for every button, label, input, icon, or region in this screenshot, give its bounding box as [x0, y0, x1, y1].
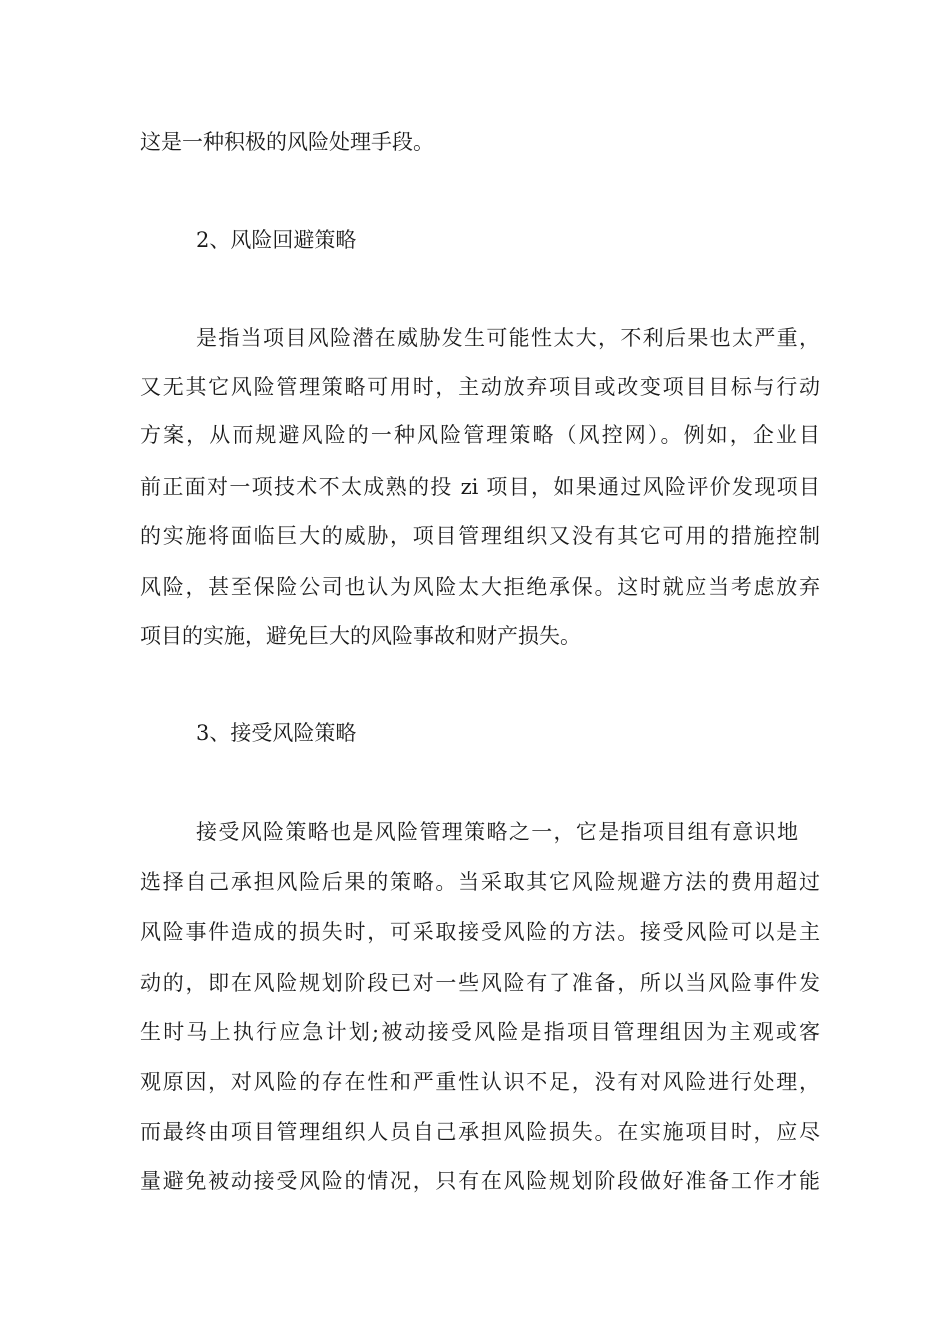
paragraph-line: 风险，甚至保险公司也认为风险太大拒绝承保。这时就应当考虑放弃 — [140, 575, 820, 599]
paragraph-line: 量避免被动接受风险的情况，只有在风险规划阶段做好准备工作才能 — [140, 1169, 820, 1193]
paragraph-line: 又无其它风险管理策略可用时，主动放弃项目或改变项目目标与行动 — [140, 375, 820, 399]
paragraph-line: 生时马上执行应急计划;被动接受风险是指项目管理组因为主观或客 — [140, 1020, 820, 1044]
paragraph-line: 接受风险策略也是风险管理策略之一，它是指项目组有意识地 — [196, 820, 798, 844]
paragraph-line: 选择自己承担风险后果的策略。当采取其它风险规避方法的费用超过 — [140, 870, 820, 894]
paragraph-line: 这是一种积极的风险处理手段。 — [140, 130, 434, 154]
paragraph-line: 的实施将面临巨大的威胁，项目管理组织又没有其它可用的措施控制 — [140, 524, 820, 548]
paragraph-line: 前正面对一项技术不太成熟的投 zi 项目，如果通过风险评价发现项目 — [140, 475, 820, 499]
paragraph-line: 是指当项目风险潜在威胁发生可能性太大，不利后果也太严重， — [196, 326, 820, 350]
section-heading: 3、接受风险策略 — [196, 721, 357, 745]
paragraph-line: 观原因，对风险的存在性和严重性认识不足，没有对风险进行处理， — [140, 1070, 820, 1094]
paragraph-line: 风险事件造成的损失时，可采取接受风险的方法。接受风险可以是主 — [140, 920, 820, 944]
paragraph-line: 项目的实施，避免巨大的风险事故和财产损失。 — [140, 624, 581, 648]
paragraph-line: 动的，即在风险规划阶段已对一些风险有了准备，所以当风险事件发 — [140, 971, 820, 995]
paragraph-line: 而最终由项目管理组织人员自己承担风险损失。在实施项目时，应尽 — [140, 1120, 820, 1144]
section-heading: 2、风险回避策略 — [196, 228, 357, 252]
paragraph-line: 方案，从而规避风险的一种风险管理策略（风控网）。例如，企业目 — [140, 423, 820, 447]
